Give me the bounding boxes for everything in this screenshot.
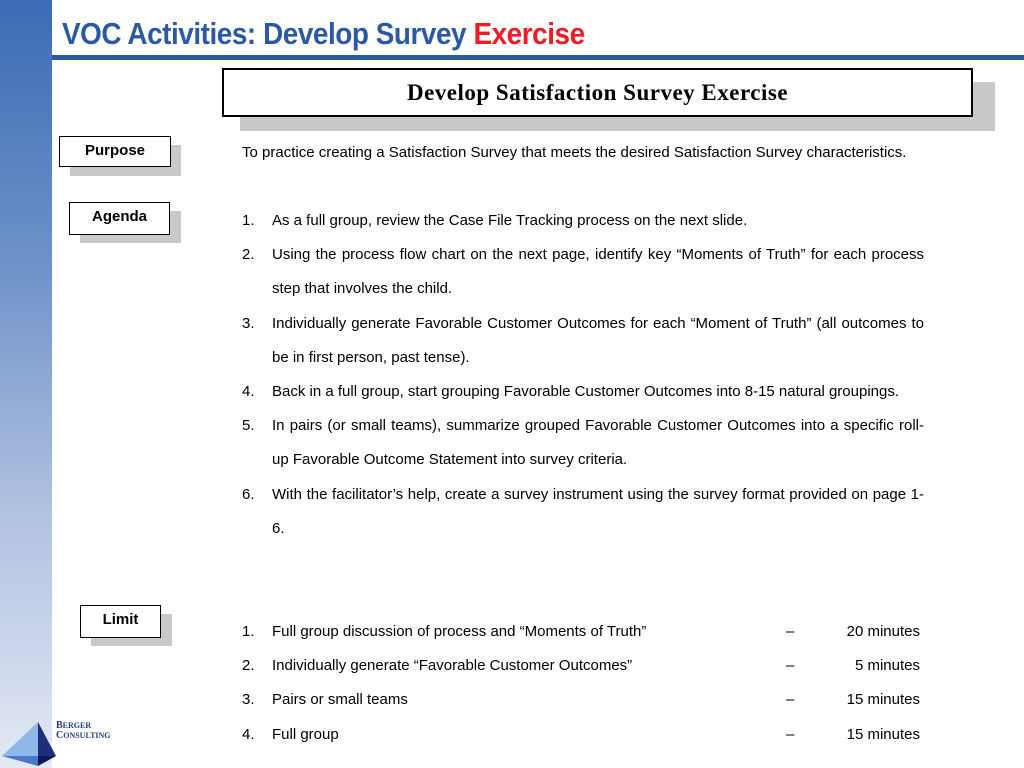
agenda-label: Agenda <box>69 202 170 235</box>
step-text: With the facilitator’s help, create a survey instrument using the survey format provided on page 1-6. <box>272 485 924 537</box>
limit-activity: Full group <box>272 725 339 743</box>
purpose-text: To practice creating a Satisfaction Survey that meets the desired Satisfaction Survey characteristics. <box>242 144 907 161</box>
limit-duration: 5 minutes <box>854 657 920 675</box>
time-limit-list <box>242 615 924 752</box>
exercise-banner: Develop Satisfaction Survey Exercise <box>222 68 973 117</box>
limit-row <box>242 649 924 683</box>
limit-dash: – <box>786 691 795 709</box>
agenda-list <box>242 204 924 546</box>
step-text: Using the process flow chart on the next page, identify key “Moments of Truth” for each process step that involves the child. <box>272 246 924 298</box>
title-underline <box>52 55 1024 60</box>
step-number: 6. <box>242 485 255 503</box>
step-number: 4. <box>242 383 255 401</box>
limit-number: 1. <box>242 623 255 640</box>
limit-duration: 20 minutes <box>846 623 920 640</box>
agenda-step <box>242 238 924 306</box>
logo-initial-b: B <box>56 720 63 731</box>
agenda-step <box>242 409 924 477</box>
step-text: Back in a full group, start grouping Favorable Customer Outcomes into 8-15 natural groupings. <box>272 383 899 401</box>
logo-word-2: ONSULTING <box>63 731 111 740</box>
limit-row <box>242 718 924 752</box>
limit-duration: 15 minutes <box>846 691 920 709</box>
limit-number: 2. <box>242 657 255 675</box>
limit-dash: – <box>786 725 795 743</box>
limit-activity: Pairs or small teams <box>272 691 408 709</box>
limit-duration: 15 minutes <box>846 725 920 743</box>
agenda-step <box>242 204 924 238</box>
title-accent: Exercise <box>473 16 585 51</box>
agenda-step <box>242 375 924 409</box>
company-logo-text <box>56 721 111 741</box>
left-gradient-bar <box>0 0 52 768</box>
step-text: Individually generate Favorable Customer Outcomes for each “Moment of Truth” (all outcomes to be in first person, past tense). <box>272 314 924 366</box>
limit-row <box>242 615 924 649</box>
limit-label: Limit <box>80 605 161 638</box>
limit-dash: – <box>786 623 795 640</box>
step-number: 5. <box>242 417 255 435</box>
step-text: In pairs (or small teams), summarize grouped Favorable Customer Outcomes into a specific roll-up Favorable Outcome Statement into survey criteria. <box>272 417 924 469</box>
step-number: 2. <box>242 246 255 264</box>
agenda-step <box>242 307 924 375</box>
slide-title <box>62 16 585 52</box>
step-number: 1. <box>242 212 255 229</box>
limit-dash: – <box>786 657 795 675</box>
agenda-step <box>242 478 924 546</box>
step-number: 3. <box>242 314 255 332</box>
limit-number: 3. <box>242 691 255 709</box>
logo-initial-c: C <box>56 730 64 741</box>
title-main: VOC Activities: Develop Survey <box>62 16 467 51</box>
logo-word-1: ERGER <box>62 721 92 730</box>
limit-activity: Full group discussion of process and “Moments of Truth” <box>272 623 647 640</box>
purpose-label: Purpose <box>59 136 171 167</box>
limit-number: 4. <box>242 725 255 743</box>
step-text: As a full group, review the Case File Tracking process on the next slide. <box>272 212 748 229</box>
limit-activity: Individually generate “Favorable Customer Outcomes” <box>272 657 633 675</box>
limit-row <box>242 683 924 717</box>
